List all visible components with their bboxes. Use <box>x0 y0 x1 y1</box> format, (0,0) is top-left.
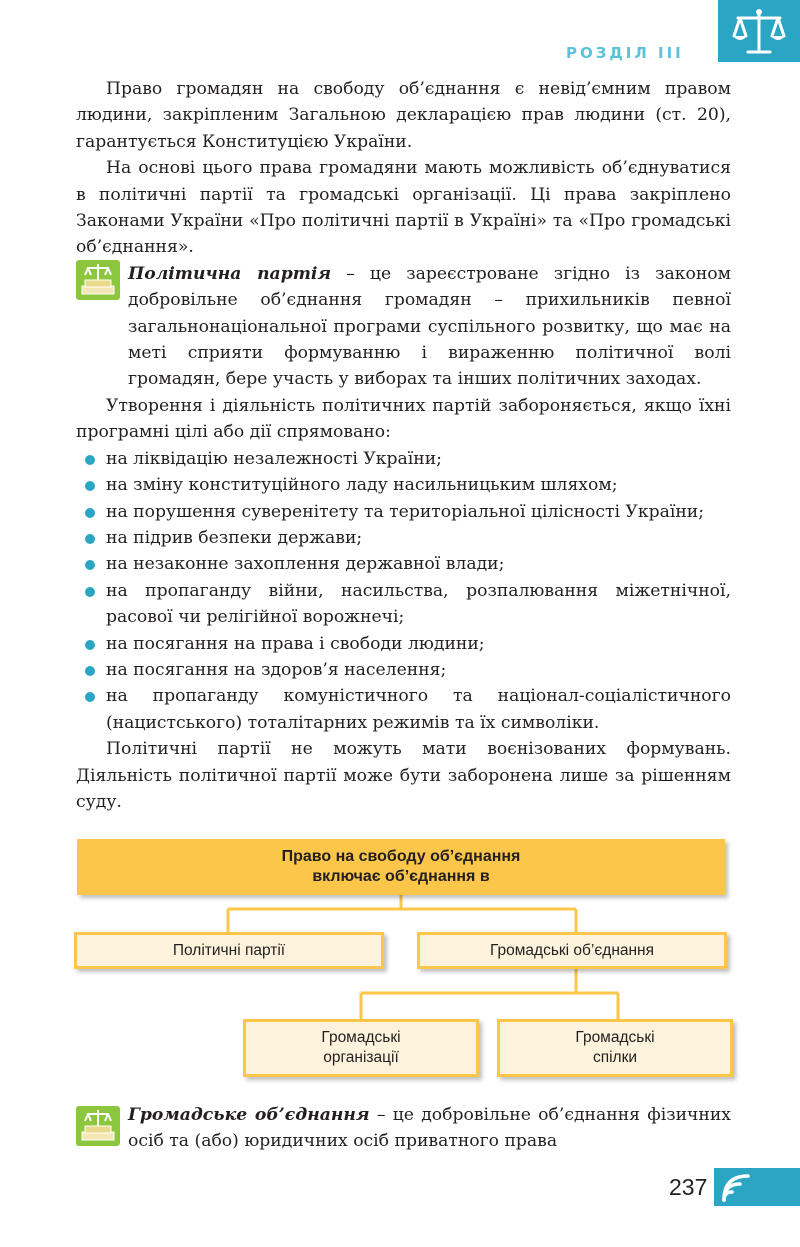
list-item: на посягання на права і свободи людини; <box>76 631 731 657</box>
diagram-box-label: Громадські об’єднання <box>489 941 655 959</box>
diagram-box-public-organizations <box>243 1019 479 1077</box>
definition-term: Політична партія <box>128 263 332 284</box>
law-book-icon <box>76 260 120 300</box>
list-item: на ліквідацію незалежності України; <box>76 446 731 472</box>
diagram-box-public-associations <box>417 932 727 969</box>
diagram-box-label: Політичні партії <box>172 941 286 959</box>
scales-icon <box>730 6 788 58</box>
diagram-root-box <box>77 839 725 895</box>
paragraph-1: Право громадян на свободу об’єднання є невід’ємним правом людини, закріпленим Загальною декларацією прав людини (ст. 20), гарантується Конституцією України. <box>76 79 731 152</box>
diagram-root-line2: включає об’єднання в <box>312 868 490 885</box>
list-item: на посягання на здоров’я населення; <box>76 657 731 683</box>
diagram-box-label: Громадські <box>575 1029 655 1046</box>
definition-public-association <box>76 1102 731 1155</box>
definition-text: – це зареєстроване згідно із законом добровільне об’єднання громадян – прихильників певної загальнонаціональної програми суспільного розвитку, що має на меті сприяти формуванню і вираженню політичної волі громадян, бере участь у виборах та інших політичних заходах. <box>128 263 732 390</box>
paragraph-2: На основі цього права громадяни мають можливість об’єднуватися в політичні партії та громадські організації. Ці права закріплено Законами України «Про політичні партії в Україні» та «Про громадські об’єднання». <box>76 158 731 258</box>
signal-waves-icon <box>718 1170 768 1204</box>
list-item: на порушення суверенітету та територіальної цілісності України; <box>76 499 731 525</box>
list-item: на підрив безпеки держави; <box>76 525 731 551</box>
definition-term: Громадське об’єднання <box>128 1105 370 1125</box>
list-item: на незаконне захоплення державної влади; <box>76 551 731 577</box>
page-number: 237 <box>669 1174 708 1200</box>
diagram-box-label: Громадські <box>321 1029 401 1046</box>
main-text <box>76 76 731 815</box>
page-tab <box>714 1168 800 1206</box>
bottom-text <box>76 1102 731 1155</box>
definition-political-party <box>76 261 731 393</box>
diagram-box-label: спілки <box>592 1049 638 1066</box>
diagram-box-political-parties <box>74 932 384 969</box>
bullet-list <box>76 446 731 736</box>
header-corner-tab <box>718 0 800 62</box>
paragraph-4: Політичні партії не можуть мати воєнізованих формувань. Діяльність політичної партії може бути заборонена лише за рішенням суду. <box>76 739 731 812</box>
section-label: РОЗДІЛ ІІІ <box>566 44 684 62</box>
law-book-icon <box>76 1106 120 1146</box>
diagram-root-line1: Право на свободу об’єднання <box>281 848 521 865</box>
diagram-box-label: організації <box>323 1049 399 1066</box>
list-item: на пропаганду комуністичного та націонал-соціалістичного (нацистського) тоталітарних режимів та їх символіки. <box>76 683 731 736</box>
diagram-box-public-unions <box>497 1019 733 1077</box>
list-item: на пропаганду війни, насильства, розпалювання міжетнічної, расової чи релігійної ворожнечі; <box>76 578 731 631</box>
definition-text: – це добровільне об’єднання фізичних осіб та (або) юридичних осіб приватного права <box>128 1105 731 1152</box>
list-item: на зміну конституційного ладу насильницьким шляхом; <box>76 472 731 498</box>
paragraph-3: Утворення і діяльність політичних партій забороняється, якщо їхні програмні цілі або дії спрямовано: <box>76 395 731 443</box>
